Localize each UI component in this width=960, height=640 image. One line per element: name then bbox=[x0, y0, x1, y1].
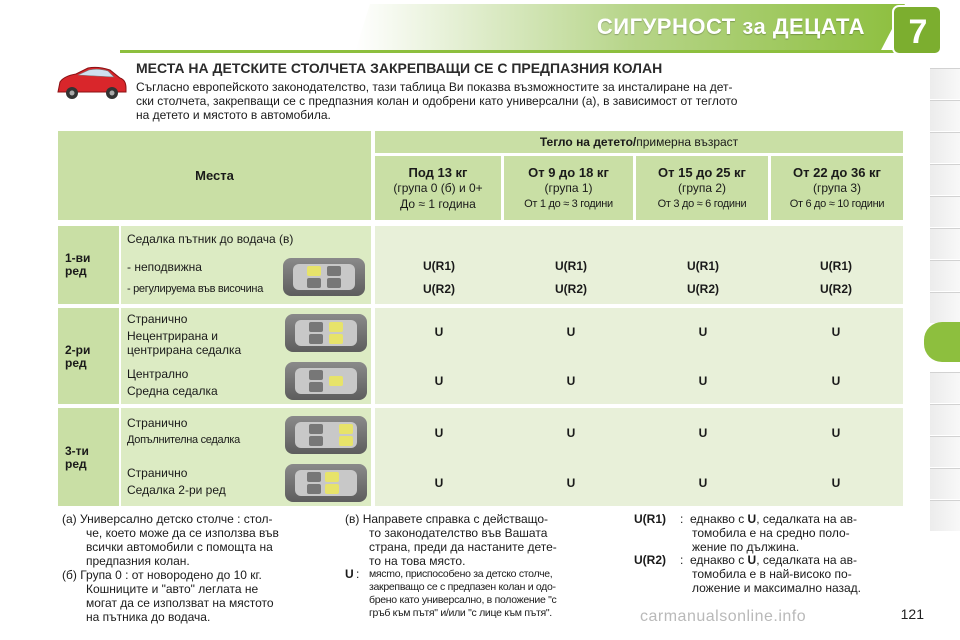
side-tab[interactable] bbox=[930, 196, 960, 227]
intro-line: Съгласно европейското законодателство, тази таблица Ви показва възможностите за инсталиране на дет- bbox=[136, 80, 733, 94]
car-seats-diagram bbox=[283, 258, 365, 296]
footnote-line: на пътника до водача. bbox=[86, 610, 211, 624]
side-tab[interactable] bbox=[930, 500, 960, 531]
side-tab[interactable] bbox=[930, 372, 960, 403]
side-tab[interactable] bbox=[930, 292, 960, 323]
footnote-u-key: U bbox=[345, 567, 354, 581]
column-head: От 15 до 25 кг bbox=[658, 164, 746, 180]
weight-header bbox=[375, 131, 903, 153]
column-head: Под 13 кг bbox=[408, 164, 468, 180]
footnote-line: томобила е на средно поло- bbox=[692, 526, 850, 540]
row-label: 3-ти bbox=[65, 444, 89, 458]
side-tab[interactable] bbox=[930, 468, 960, 499]
footnote-text: , седалката на ав- bbox=[756, 512, 857, 526]
column-group: (група 1) bbox=[544, 180, 593, 195]
footnote-line: (а) Универсално детско столче : стол- bbox=[62, 512, 273, 526]
seat-value: U bbox=[566, 325, 576, 339]
watermark: carmanualsonline.info bbox=[640, 608, 807, 625]
footnote-line: всички автомобили с помощта на bbox=[86, 540, 273, 554]
intro-line: ски столчета, закрепващи се с предпазния колан и одобрени като универсални (а), в зависимост от теглото bbox=[136, 94, 738, 108]
footnote-line: (б) Група 0 : от новородено до 10 кг. bbox=[62, 568, 262, 582]
seat-value: U bbox=[434, 325, 444, 339]
row-values-cell bbox=[375, 226, 903, 304]
footnote-b bbox=[62, 568, 274, 624]
row-desc-cell bbox=[121, 308, 371, 404]
column-group: (група 0 (б) и 0+ bbox=[393, 180, 483, 195]
seat-value: U bbox=[698, 374, 708, 388]
seat-value: U bbox=[831, 374, 841, 388]
footnote-line: то на това място. bbox=[369, 554, 466, 568]
row-desc: Странично bbox=[127, 416, 188, 430]
footnote-line: (в) Направете справка с действащо- bbox=[345, 512, 549, 526]
seat-value: U(R1) bbox=[423, 259, 455, 273]
column-header bbox=[504, 156, 633, 220]
weight-label-rest: примерна възраст bbox=[636, 135, 739, 149]
footnote-a bbox=[62, 512, 279, 568]
row-label: ред bbox=[65, 356, 87, 370]
footnote-text: еднакво с bbox=[690, 512, 748, 526]
seat-value: U bbox=[831, 426, 841, 440]
row-values-cell bbox=[375, 408, 903, 506]
side-tab[interactable] bbox=[930, 404, 960, 435]
footnote-colon: : bbox=[680, 553, 684, 567]
car-seats-diagram bbox=[285, 416, 367, 454]
footnote-line: гръб към пътя" и/или "с лице към пътя". bbox=[369, 607, 552, 619]
footnote-ur2-key: U(R2) bbox=[634, 553, 666, 567]
row-desc: - неподвижна bbox=[127, 260, 202, 274]
row-label: 1-ви bbox=[65, 251, 91, 265]
seat-value: U bbox=[434, 374, 444, 388]
footnote-v bbox=[345, 512, 557, 568]
footnote-text: еднакво с bbox=[690, 553, 748, 567]
footnote-line: мясmo, приспособено за детско столче, bbox=[369, 568, 553, 580]
footnote-u-ref: U bbox=[747, 553, 757, 567]
footnote-colon: : bbox=[680, 512, 684, 526]
row-desc: Странично bbox=[127, 466, 188, 480]
seat-value: U bbox=[566, 426, 576, 440]
row-label-cell bbox=[58, 308, 119, 404]
column-head: От 9 до 18 кг bbox=[528, 164, 609, 180]
section-title: МЕСТА НА ДЕТСКИТЕ СТОЛЧЕТА ЗАКРЕПВАЩИ СЕ С ПРЕДПАЗНИЯ КОЛАН bbox=[136, 60, 663, 76]
weight-label-bold: Тегло на детето/ bbox=[539, 135, 637, 149]
column-age: От 3 до ≈ 6 години bbox=[657, 197, 747, 210]
side-tab[interactable] bbox=[930, 132, 960, 163]
seat-value: U bbox=[831, 476, 841, 490]
row-desc: Нецентрирана и bbox=[127, 329, 218, 343]
column-group: (група 2) bbox=[677, 180, 727, 195]
seat-value: U bbox=[566, 476, 576, 490]
seat-value: U(R2) bbox=[820, 282, 852, 296]
seat-value: U(R1) bbox=[687, 259, 719, 273]
side-tab[interactable] bbox=[930, 260, 960, 291]
footnote-line: томобила е в най-високо по- bbox=[692, 567, 852, 581]
side-tab[interactable] bbox=[930, 164, 960, 195]
footnote-ur2 bbox=[690, 553, 908, 595]
row-desc: Средна седалка bbox=[127, 384, 218, 398]
row-label-cell bbox=[58, 408, 119, 506]
seat-value: U(R2) bbox=[423, 282, 455, 296]
seat-value: U bbox=[566, 374, 576, 388]
footnote-line: закрепващо се с предпазен колан и одо- bbox=[369, 581, 556, 593]
car-seats-diagram bbox=[285, 314, 367, 352]
seat-value: U(R1) bbox=[820, 259, 852, 273]
column-age: От 1 до ≈ 3 години bbox=[524, 197, 613, 210]
places-label: Места bbox=[195, 168, 234, 183]
chapter-number: 7 bbox=[908, 13, 928, 51]
row-desc: центрирана седалка bbox=[127, 343, 242, 357]
car-seats-diagram bbox=[285, 362, 367, 400]
footnote-line: че, което може да се използва във bbox=[86, 526, 279, 540]
footnote-line: брено като универсално, в положение "с bbox=[369, 594, 557, 606]
side-tab[interactable] bbox=[930, 228, 960, 259]
row-label: ред bbox=[65, 457, 87, 471]
row-desc: - регулируема във височина bbox=[127, 283, 264, 295]
column-age: От 6 до ≈ 10 години bbox=[789, 197, 885, 210]
places-header bbox=[58, 131, 371, 220]
footnote-ur1-key: U(R1) bbox=[634, 512, 666, 526]
row-desc: Допълнителна седалка bbox=[127, 434, 240, 446]
row-desc: Централно bbox=[127, 367, 189, 381]
chapter-title: СИГУРНОСТ за ДЕЦАТА bbox=[596, 14, 865, 39]
seat-value: U(R2) bbox=[687, 282, 719, 296]
column-header bbox=[375, 156, 501, 220]
row-desc: Странично bbox=[127, 312, 188, 326]
column-group: (група 3) bbox=[812, 180, 862, 195]
seat-value: U bbox=[698, 476, 708, 490]
side-tab-active[interactable] bbox=[924, 322, 960, 362]
seat-value: U bbox=[434, 476, 444, 490]
side-tab[interactable] bbox=[930, 436, 960, 467]
car-icon bbox=[54, 64, 130, 102]
seat-value: U bbox=[831, 325, 841, 339]
footnote-line: предпазния колан. bbox=[86, 554, 190, 568]
column-head: От 22 до 36 кг bbox=[793, 164, 881, 180]
intro-text bbox=[136, 80, 904, 122]
seat-value: U bbox=[698, 426, 708, 440]
footnote-line: могат да се използват на мястото bbox=[86, 596, 274, 610]
page-number: 121 bbox=[900, 606, 924, 622]
seat-value: U(R1) bbox=[555, 259, 587, 273]
row-label-cell bbox=[58, 226, 119, 304]
side-tab[interactable] bbox=[930, 68, 960, 99]
row-desc-cell bbox=[121, 226, 371, 304]
row-label: ред bbox=[65, 264, 87, 278]
column-header bbox=[636, 156, 768, 220]
row-desc: Седалка пътник до водача (в) bbox=[127, 232, 294, 246]
column-header bbox=[771, 156, 903, 220]
row-desc: Седалка 2-ри ред bbox=[127, 483, 226, 497]
column-age: До ≈ 1 година bbox=[400, 196, 476, 211]
footnote-line: Кошниците и "авто" леглата не bbox=[86, 582, 259, 596]
footnote-u-ref: U bbox=[747, 512, 757, 526]
seat-value: U(R2) bbox=[555, 282, 587, 296]
footnote-line: жение по дължина. bbox=[692, 540, 800, 554]
footnote-u bbox=[369, 568, 557, 620]
footnote-text: , седалката на ав- bbox=[756, 553, 857, 567]
row-values-cell bbox=[375, 308, 903, 404]
footnote-ur1 bbox=[690, 512, 908, 554]
seat-value: U bbox=[698, 325, 708, 339]
car-seats-diagram bbox=[285, 464, 367, 502]
footnote-line: то законодателство във Вашата bbox=[369, 526, 548, 540]
footnote-line: страна, преди да настаните дете- bbox=[369, 540, 557, 554]
footnote-u-colon: : bbox=[356, 567, 360, 581]
row-desc-cell bbox=[121, 408, 371, 506]
row-label: 2-ри bbox=[65, 343, 91, 357]
seat-value: U bbox=[434, 426, 444, 440]
intro-line: на детето и мястото в автомобила. bbox=[136, 108, 331, 122]
footnote-line: ложение и максимално назад. bbox=[692, 581, 862, 595]
side-tab[interactable] bbox=[930, 100, 960, 131]
